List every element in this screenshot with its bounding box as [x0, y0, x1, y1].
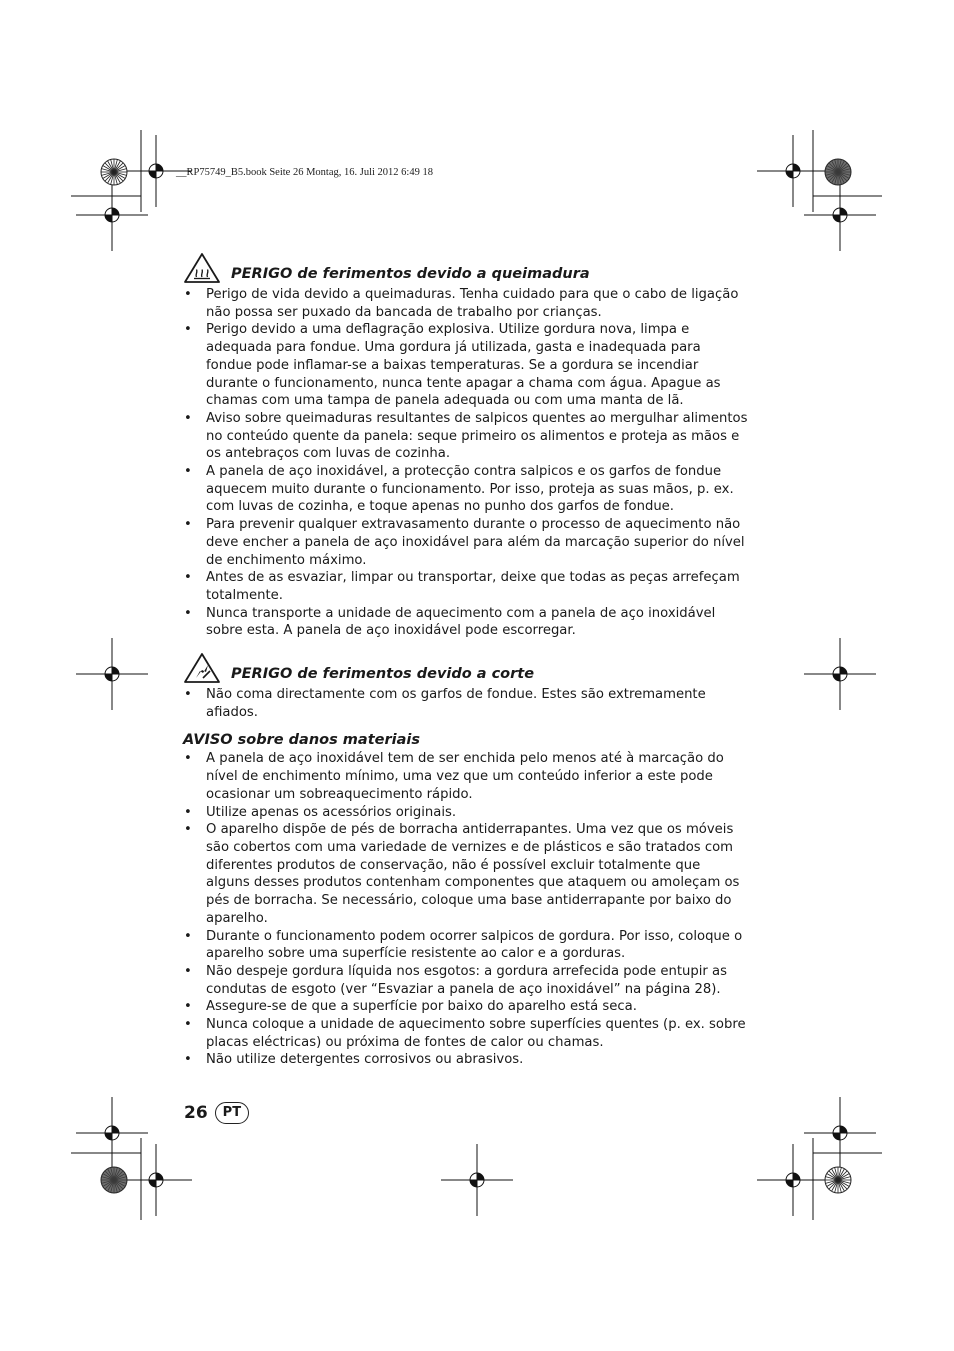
- material-damage-list: [183, 750, 748, 1069]
- list-item: • Assegure-se de que a superfície por baixo do aparelho está seca.: [183, 998, 748, 1016]
- cut-warning-heading: [183, 650, 748, 684]
- list-item: • Perigo de vida devido a queimaduras. Tenha cuidado para que o cabo de ligação não possa ser puxado da bancada de trabalho por crianças.: [183, 286, 748, 321]
- cut-warning-list: [183, 686, 748, 721]
- list-item: • Utilize apenas os acessórios originais.: [183, 804, 748, 822]
- page-number: 26: [184, 1103, 208, 1123]
- section-title: AVISO sobre danos materiais: [183, 732, 420, 749]
- list-item: • Aviso sobre queimaduras resultantes de salpicos quentes ao mergulhar alimentos no conteúdo quente da panela: seque primeiro os alimentos e proteja as mãos e os antebraços com luvas de cozinha.: [183, 410, 748, 463]
- page-content: [183, 250, 748, 1069]
- language-badge: PT: [215, 1102, 249, 1124]
- list-item: • A panela de aço inoxidável, a protecção contra salpicos e os garfos de fondue aquecem muito durante o funcionamento. Por isso, proteja as suas mãos, p. ex. com luvas de cozinha, e toque apenas no punho dos garfos de fondue.: [183, 463, 748, 516]
- list-item: • Para prevenir qualquer extravasamento durante o processo de aquecimento não deve encher a panela de aço inoxidável para além da marcação superior do nível de enchimento máximo.: [183, 516, 748, 569]
- list-item: • Não utilize detergentes corrosivos ou abrasivos.: [183, 1051, 748, 1069]
- list-item: • Nunca coloque a unidade de aquecimento sobre superfícies quentes (p. ex. sobre placas eléctricas) ou próxima de fontes de calor ou chamas.: [183, 1016, 748, 1051]
- list-item: • Perigo devido a uma deflagração explosiva. Utilize gordura nova, limpa e adequada para fondue. Uma gordura já utilizada, gasta e inadequada para fondue pode inflamar-se a baixas temperaturas. Se a gordura se incendiar durante o funcionamento, nunca tente apagar a chama com água. Apague as chamas com uma tampa de panela adequada ou com uma manta de lã.: [183, 321, 748, 410]
- section-title: PERIGO de ferimentos devido a corte: [231, 666, 535, 683]
- section-title: PERIGO de ferimentos devido a queimadura: [231, 266, 590, 282]
- list-item: • Não despeje gordura líquida nos esgotos: a gordura arrefecida pode entupir as condutas de esgoto (ver “Esvaziar a panela de aço inoxidável” na página 28).: [183, 963, 748, 998]
- cut-hazard-warning-icon: [183, 652, 221, 684]
- list-item: • Durante o funcionamento podem ocorrer salpicos de gordura. Por isso, coloque o aparelho sobre uma superfície resistente ao calor e a gorduras.: [183, 928, 748, 963]
- page-footer: [184, 1102, 249, 1124]
- list-item: • Nunca transporte a unidade de aquecimento com a panela de aço inoxidável sobre esta. A panela de aço inoxidável pode escorregar.: [183, 605, 748, 640]
- burn-warning-list: [183, 286, 748, 640]
- list-item: • A panela de aço inoxidável tem de ser enchida pelo menos até à marcação do nível de enchimento mínimo, uma vez que um conteúdo inferior a este pode ocasionar um sobreaquecimento rápido.: [183, 750, 748, 803]
- list-item: • Antes de as esvaziar, limpar ou transportar, deixe que todas as peças arrefeçam totalmente.: [183, 569, 748, 604]
- list-item: • O aparelho dispõe de pés de borracha antiderrapantes. Uma vez que os móveis são cobertos com uma variedade de vernizes e de plásticos e são tratados com diferentes produtos de conservação, não é possível excluir totalmente que alguns desses produtos contenham componentes que ataquem ou amoleçam os pés de borracha. Se necessário, coloque uma base antiderrapante por baixo do aparelho.: [183, 821, 748, 927]
- print-header: __RP75749_B5.book Seite 26 Montag, 16. Juli 2012 6:49 18: [176, 167, 433, 178]
- list-item: • Não coma directamente com os garfos de fondue. Estes são extremamente afiados.: [183, 686, 748, 721]
- hot-surface-warning-icon: [183, 252, 221, 284]
- burn-warning-heading: [183, 250, 748, 284]
